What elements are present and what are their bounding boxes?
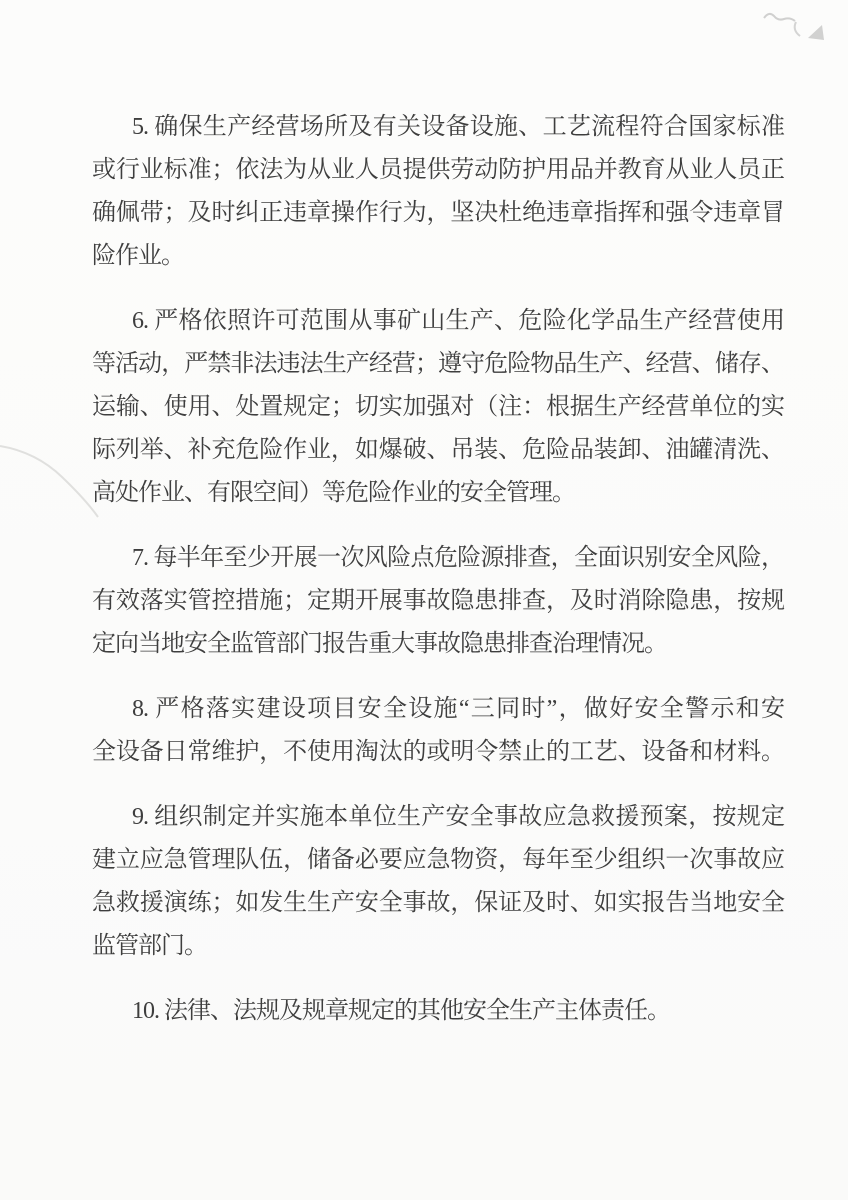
text-line: 际列举、补充危险作业，如爆破、吊装、危险品装卸、油罐清洗、 xyxy=(92,437,784,463)
list-item-9 xyxy=(92,796,784,968)
text-line: 等活动，严禁非法违法生产经营；遵守危险物品生产、经营、储存、 xyxy=(92,351,784,377)
text-line: 或行业标准；依法为从业人员提供劳动防护用品并教育从业人员正 xyxy=(92,157,784,183)
text-line: 确佩带；及时纠正违章操作行为，坚决杜绝违章指挥和强令违章冒 xyxy=(92,200,784,226)
text-line: 8. 严格落实建设项目安全设施“三同时”，做好安全警示和安 xyxy=(132,696,784,722)
text-line: 高处作业、有限空间）等危险作业的安全管理。 xyxy=(92,480,575,506)
text-line: 有效落实管控措施；定期开展事故隐患排查，及时消除隐患，按规 xyxy=(92,588,784,614)
scan-crease-artifact xyxy=(0,446,98,517)
text-line: 5. 确保生产经营场所及有关设备设施、工艺流程符合国家标准 xyxy=(132,114,784,140)
handwritten-mark xyxy=(764,14,824,40)
text-line: 监管部门。 xyxy=(92,933,207,959)
document-body xyxy=(92,106,784,1055)
list-item-8 xyxy=(92,688,784,774)
text-line: 6. 严格依照许可范围从事矿山生产、危险化学品生产经营使用 xyxy=(132,308,784,334)
list-item-7 xyxy=(92,537,784,666)
text-line: 险作业。 xyxy=(92,243,184,269)
list-item-5 xyxy=(92,106,784,278)
text-line: 10. 法律、法规及规章规定的其他安全生产主体责任。 xyxy=(132,998,670,1024)
text-line: 9. 组织制定并实施本单位生产安全事故应急救援预案，按规定 xyxy=(132,804,784,830)
text-line: 运输、使用、处置规定；切实加强对（注：根据生产经营单位的实 xyxy=(92,394,784,420)
text-line: 定向当地安全监管部门报告重大事故隐患排查治理情况。 xyxy=(92,631,667,657)
text-line: 全设备日常维护，不使用淘汰的或明令禁止的工艺、设备和材料。 xyxy=(92,739,784,765)
text-line: 急救援演练；如发生生产安全事故，保证及时、如实报告当地安全 xyxy=(92,890,784,916)
text-line: 7. 每半年至少开展一次风险点危险源排查，全面识别安全风险， xyxy=(132,545,784,571)
list-item-10 xyxy=(92,990,784,1033)
list-item-6 xyxy=(92,300,784,515)
text-line: 建立应急管理队伍，储备必要应急物资，每年至少组织一次事故应 xyxy=(92,847,784,873)
